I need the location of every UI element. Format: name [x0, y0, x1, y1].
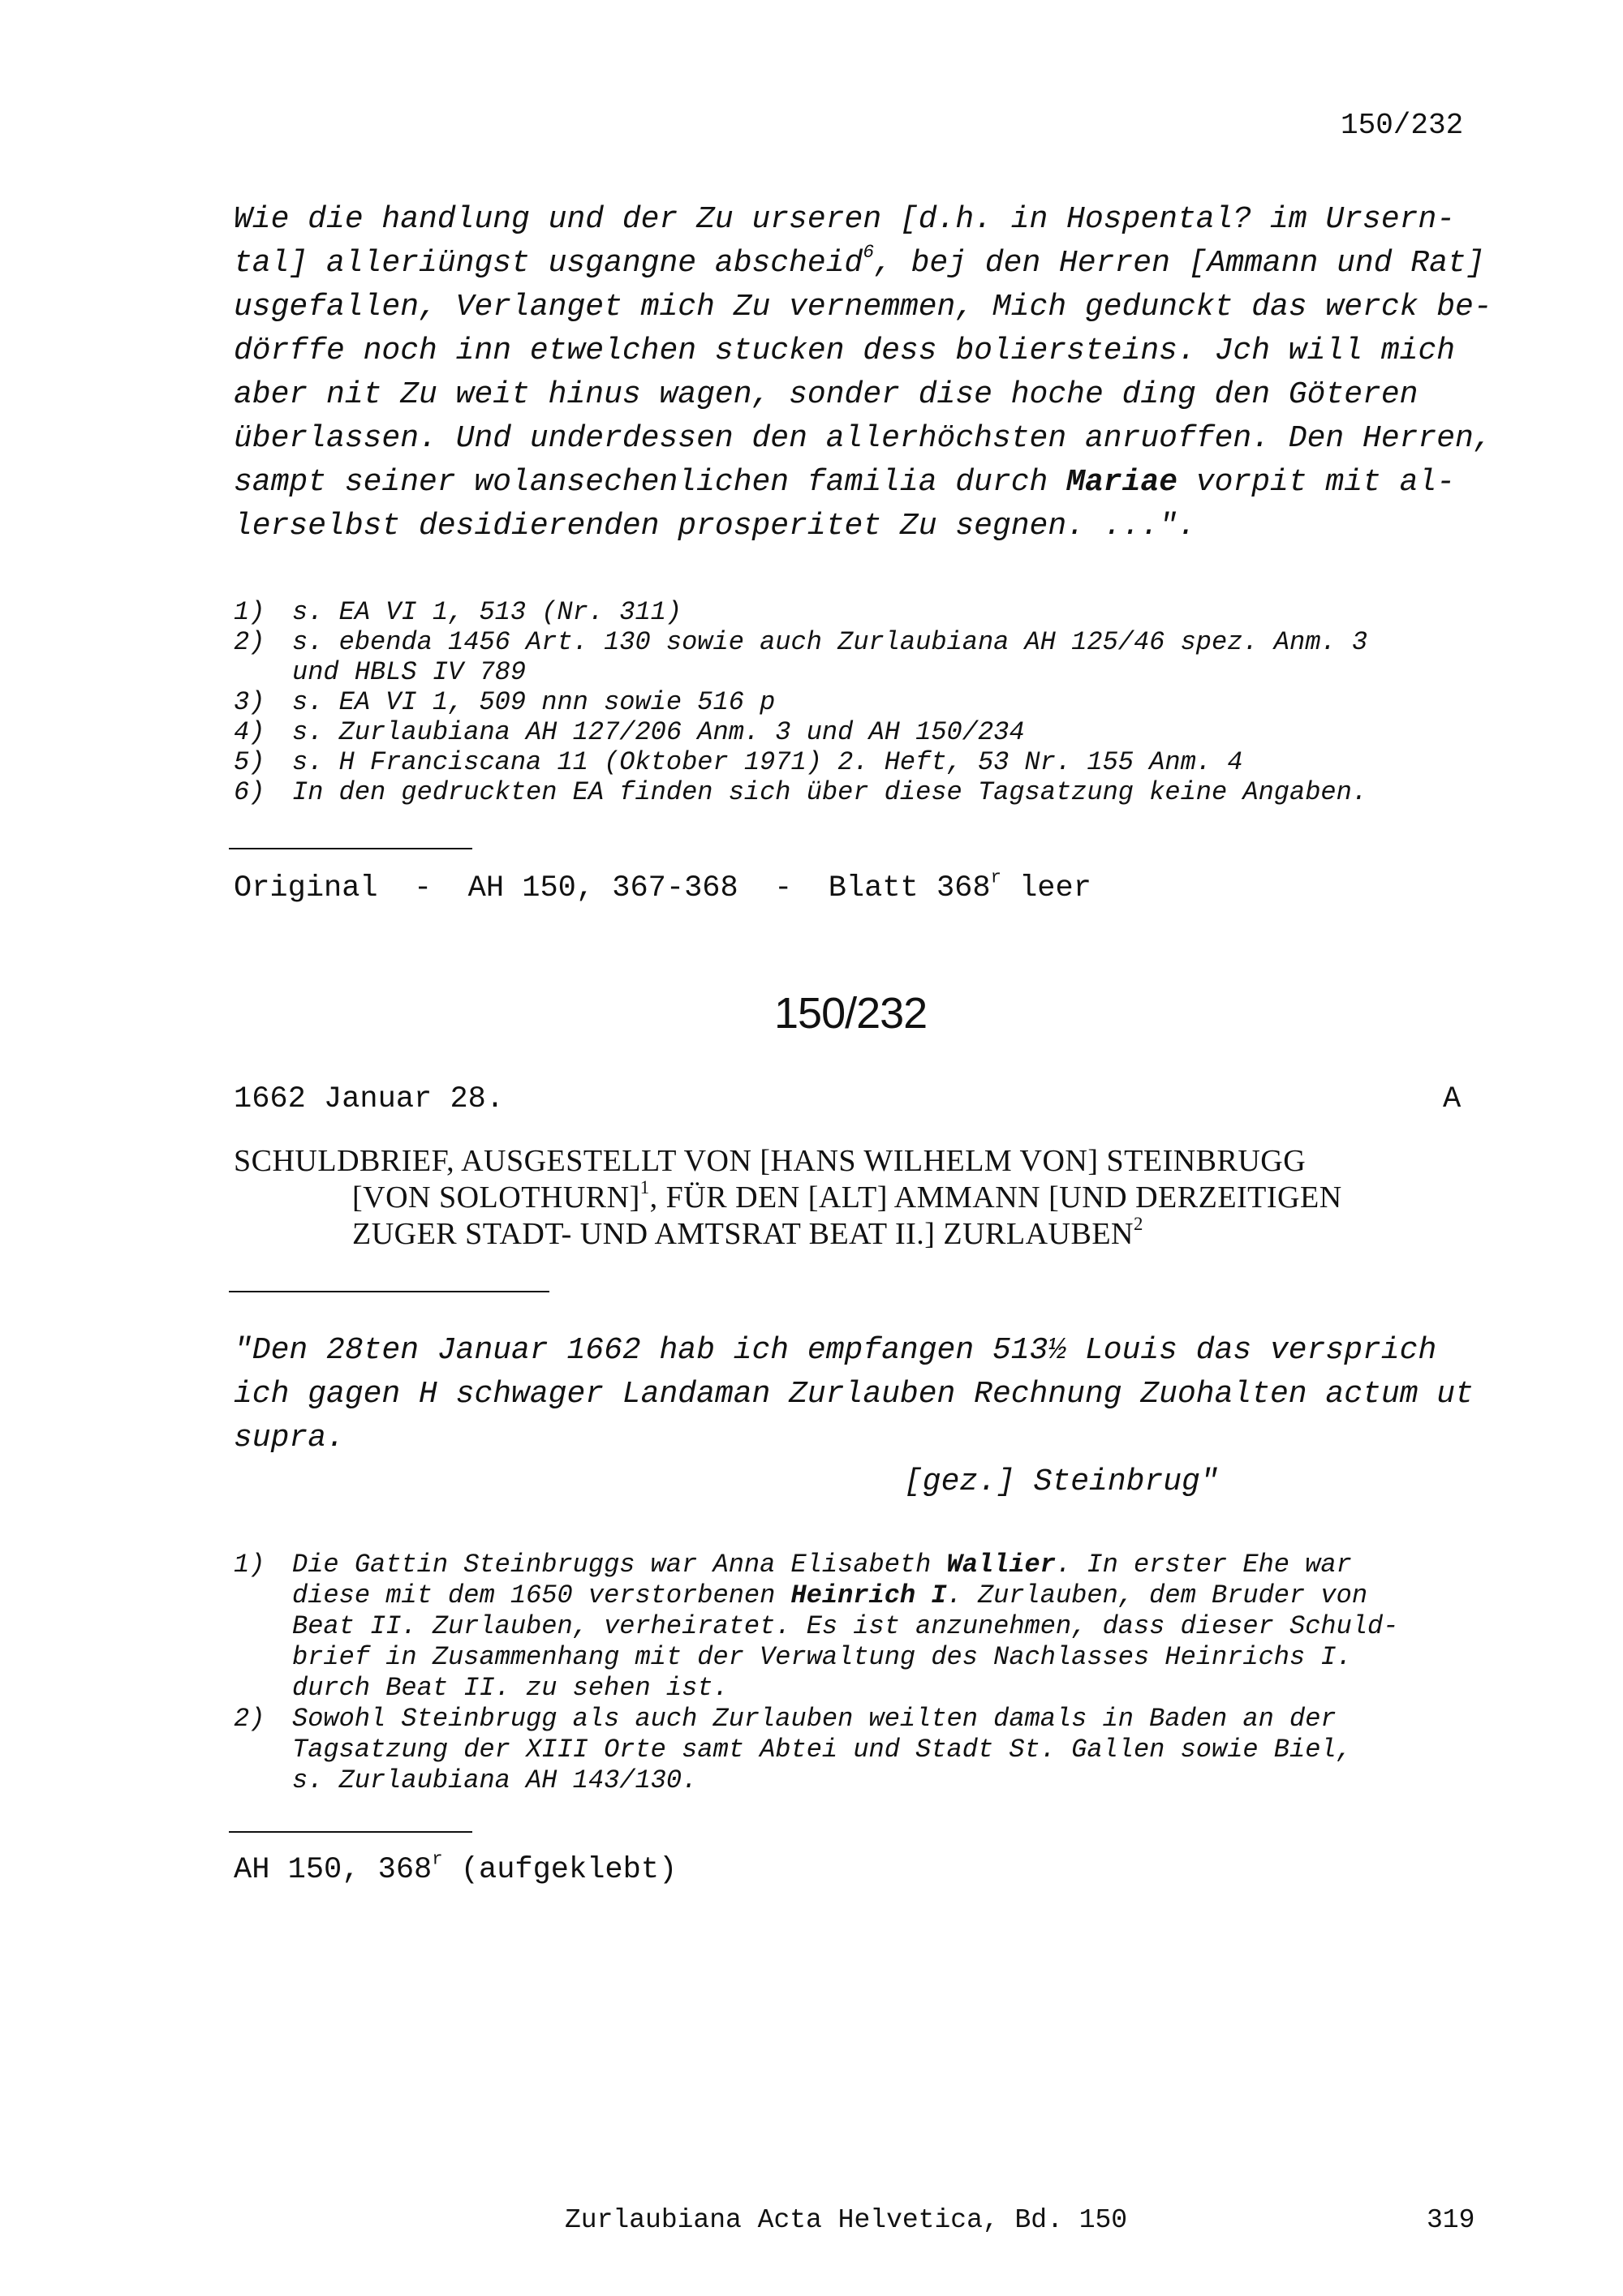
letter-line: tal] alleriüngst usgangne abscheid$^6$, bej den Herren [Ammann und Rat]	[234, 241, 1485, 281]
page-number: 319	[1427, 2205, 1475, 2235]
separator-rule	[229, 848, 472, 849]
separator-rule	[229, 1831, 472, 1833]
footnote-text: Sowohl Steinbrugg als auch Zurlauben weilten damals in Baden an der	[292, 1704, 1337, 1734]
quote-line: ich gagen H schwager Landaman Zurlauben Rechnung Zuohalten actum ut	[234, 1377, 1474, 1412]
footnote-number: 3)	[234, 687, 265, 717]
footnote-text: s. H Franciscana 11 (Oktober 1971) 2. Heft, 53 Nr. 155 Anm. 4	[292, 747, 1243, 777]
quote-line: supra.	[234, 1421, 345, 1455]
footnote-text: Tagsatzung der XIII Orte samt Abtei und Stadt St. Gallen sowie Biel,	[292, 1735, 1352, 1765]
footnote-text: s. Zurlaubiana AH 143/130.	[292, 1765, 698, 1795]
footnote-number: 4)	[234, 717, 265, 747]
footnote-text: diese mit dem 1650 verstorbenen Heinrich I. Zurlauben, dem Bruder von	[292, 1580, 1368, 1610]
footnote-text: und HBLS IV 789	[292, 657, 527, 687]
heading-line: ZUGER STADT- UND AMTSRAT BEAT II.] ZURLAUBEN$^2$	[352, 1213, 1143, 1251]
heading-line: [VON SOLOTHURN]$^1$, FÜR DEN [ALT] AMMANN [UND DERZEITIGEN	[352, 1176, 1342, 1215]
footnote-text: durch Beat II. zu sehen ist.	[292, 1673, 729, 1703]
quote-line: "Den 28ten Januar 1662 hab ich empfangen 513½ Louis das versprich	[234, 1333, 1437, 1368]
footnote-number: 1)	[234, 1550, 265, 1580]
bold-name: Mariae	[1066, 465, 1177, 500]
letter-line: dörffe noch inn etwelchen stucken dess boliersteins. Jch will mich	[234, 333, 1456, 368]
footnote-text: brief in Zusammenhang mit der Verwaltung des Nachlasses Heinrichs I.	[292, 1642, 1352, 1672]
footnote-text: s. EA VI 1, 509 nnn sowie 516 p	[292, 687, 776, 717]
footnote-text: s. ebenda 1456 Art. 130 sowie auch Zurlaubiana AH 125/46 spez. Anm. 3	[292, 627, 1368, 657]
document-date: 1662 Januar 28.	[234, 1082, 505, 1116]
letter-line: lerselbst desidierenden prosperitet Zu segnen. ...".	[234, 509, 1196, 544]
footnote-text: Beat II. Zurlauben, verheiratet. Es ist anzunehmen, dass dieser Schuld-	[292, 1611, 1399, 1641]
separator-rule	[229, 1291, 549, 1292]
footnote-number: 5)	[234, 747, 265, 777]
footnote-text: s. EA VI 1, 513 (Nr. 311)	[292, 597, 682, 627]
letter-line: überlassen. Und underdessen den allerhöchsten anruoffen. Den Herren,	[234, 421, 1492, 456]
page-reference: 150/232	[1341, 109, 1464, 142]
footnote-number: 2)	[234, 627, 265, 657]
footnote-number: 6)	[234, 777, 265, 807]
footnote-text: Die Gattin Steinbruggs war Anna Elisabeth Wallier. In erster Ehe war	[292, 1550, 1352, 1580]
source-line: AH 150, 368$^r$ (aufgeklebt)	[234, 1849, 678, 1887]
footer-series: Zurlaubiana Acta Helvetica, Bd. 150	[565, 2205, 1128, 2235]
footnote-number: 1)	[234, 597, 265, 627]
letter-line: usgefallen, Verlanget mich Zu vernemmen, Mich gedunckt das werck be-	[234, 290, 1492, 325]
source-line: Original - AH 150, 367-368 - Blatt 368$^r$ leer	[234, 867, 1091, 905]
letter-line: Wie die handlung und der Zu urseren [d.h. in Hospental? im Ursern-	[234, 202, 1456, 237]
footnote-number: 2)	[234, 1704, 265, 1734]
heading-line: SCHULDBRIEF, AUSGESTELLT VON [HANS WILHELM VON] STEINBRUGG	[234, 1144, 1307, 1178]
letter-line: sampt seiner wolansechenlichen familia durch Mariae vorpit mit al-	[234, 465, 1456, 500]
footnote-text: In den gedruckten EA finden sich über diese Tagsatzung keine Angaben.	[292, 777, 1368, 807]
footnote-ref: 6	[863, 241, 875, 263]
letter-line: aber nit Zu weit hinus wagen, sonder dise hoche ding den Göteren	[234, 377, 1419, 412]
footnote-text: s. Zurlaubiana AH 127/206 Anm. 3 und AH 150/234	[292, 717, 1025, 747]
signature: [gez.] Steinbrug"	[904, 1464, 1219, 1499]
document-title: 150/232	[774, 989, 928, 1038]
document-grade: A	[1443, 1082, 1462, 1116]
